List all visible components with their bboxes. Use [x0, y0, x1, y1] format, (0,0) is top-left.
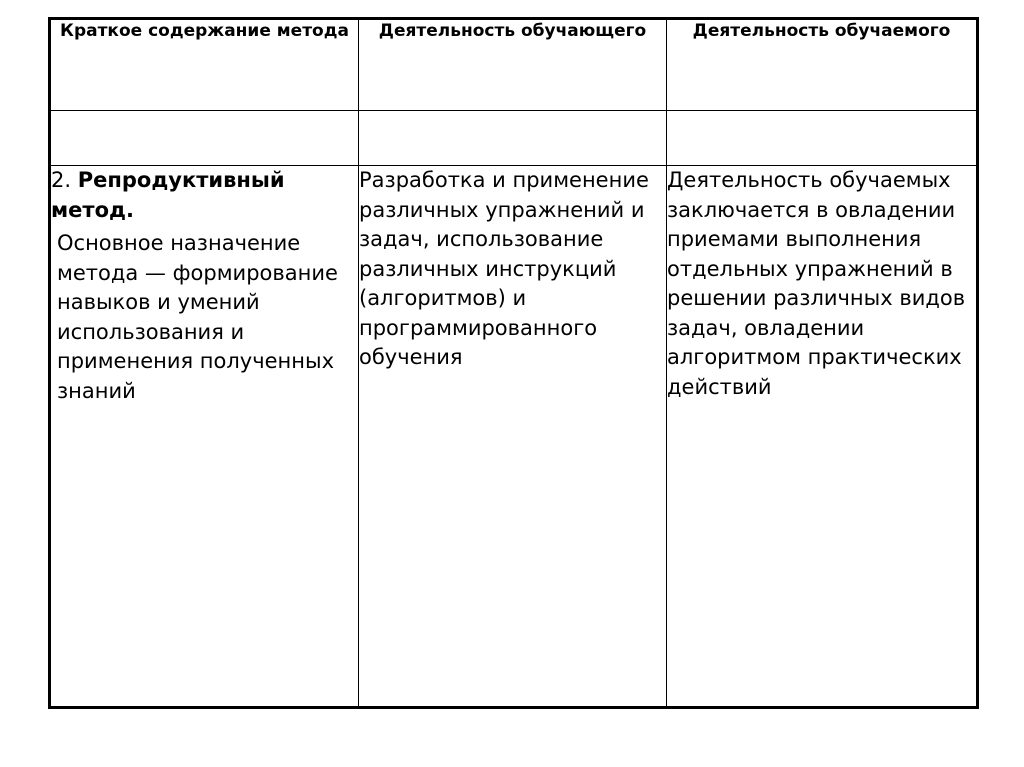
header-student-activity: Деятельность обучаемого	[667, 19, 978, 111]
table-header-row	[50, 19, 978, 111]
header-method-summary: Краткое содержание метода	[50, 19, 359, 111]
method-description: Основное назначение метода — формирование навыков и умений использования и применения полученных знаний	[57, 231, 338, 403]
empty-cell	[667, 111, 978, 166]
method-number: 2.	[51, 168, 78, 192]
method-summary-cell	[50, 166, 359, 708]
teacher-activity-cell: Разработка и применение различных упражнений и задач, использование различных инструкций (алгоритмов) и программированного обучения	[359, 166, 667, 708]
table-row	[50, 166, 978, 708]
empty-cell	[359, 111, 667, 166]
method-title: Репродуктивный метод.	[51, 168, 285, 222]
header-teacher-activity: Деятельность обучающего	[359, 19, 667, 111]
table-empty-row	[50, 111, 978, 166]
empty-cell	[50, 111, 359, 166]
teaching-methods-table	[48, 17, 979, 709]
student-activity-cell: Деятельность обучаемых заключается в овладении приемами выполнения отдельных упражнений в решении различных видов задач, овладении алгоритмом практических действий	[667, 166, 978, 708]
